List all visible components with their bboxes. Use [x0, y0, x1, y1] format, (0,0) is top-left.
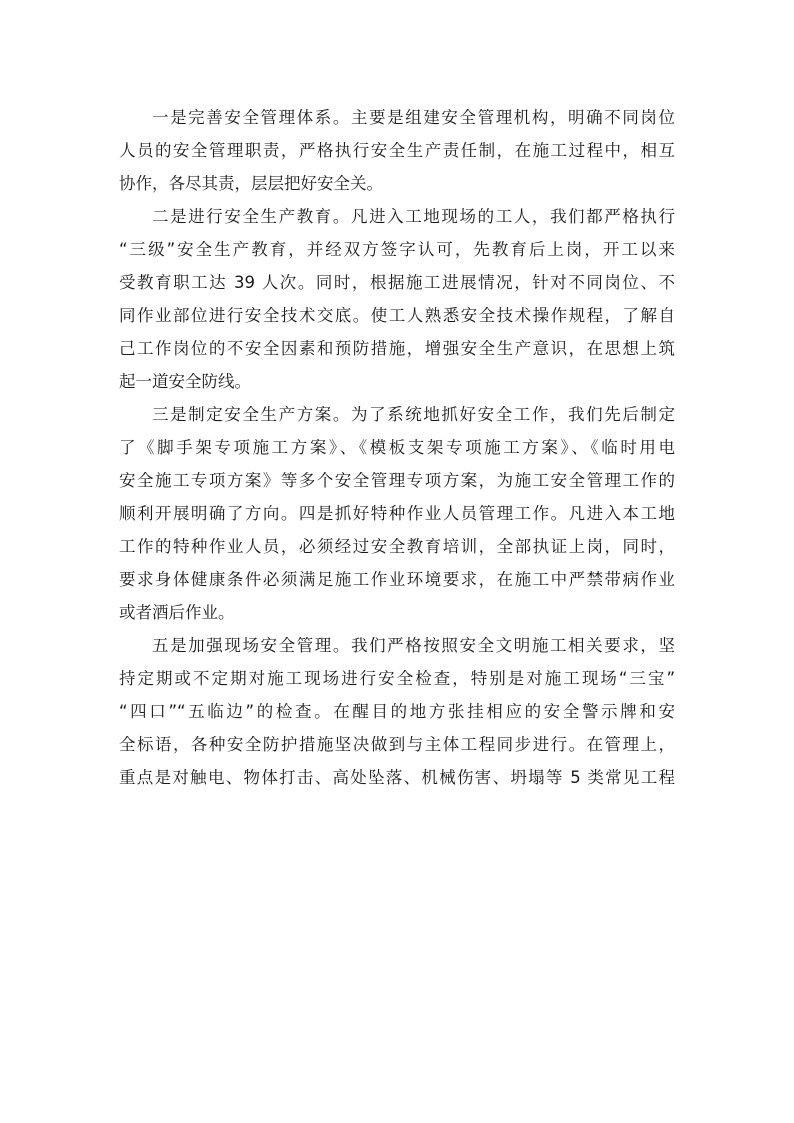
- paragraph-line: 全标语，各种安全防护措施坚决做到与主体工程同步进行。在管理上，: [119, 735, 675, 754]
- paragraph-line: “三级”安全生产教育，并经双方签字认可，先教育后上岗，开工以来: [119, 240, 675, 259]
- paragraph-line: 人员的安全管理职责，严格执行安全生产责任制，在施工过程中，相互: [119, 141, 675, 160]
- paragraph-line: 或者酒后作业。: [119, 603, 235, 622]
- paragraph-line: 重点是对触电、物体打击、高处坠落、机械伤害、坍塌等 5 类常见工程: [119, 768, 675, 787]
- paragraph-line: 五是加强现场安全管理。我们严格按照安全文明施工相关要求，坚: [152, 636, 675, 655]
- document-body: [119, 101, 675, 794]
- paragraph-line: 协作，各尽其责，层层把好安全关。: [119, 174, 383, 193]
- paragraph-line: 同作业部位进行安全技术交底。使工人熟悉安全技术操作规程，了解自: [119, 306, 675, 325]
- paragraph-1: [119, 101, 675, 200]
- paragraph-line: 二是进行安全生产教育。凡进入工地现场的工人，我们都严格执行: [152, 207, 675, 226]
- paragraph-line: 工作的特种作业人员，必须经过安全教育培训，全部执证上岗，同时，: [119, 537, 675, 556]
- paragraph-line: 起一道安全防线。: [119, 372, 251, 391]
- paragraph-line: 己工作岗位的不安全因素和预防措施，增强安全生产意识，在思想上筑: [119, 339, 675, 358]
- paragraph-line: 一是完善安全管理体系。主要是组建安全管理机构，明确不同岗位: [152, 108, 675, 127]
- paragraph-4: [119, 629, 675, 794]
- paragraph-2: [119, 200, 675, 398]
- paragraph-line: 持定期或不定期对施工现场进行安全检查，特别是对施工现场“三宝”: [119, 669, 675, 688]
- paragraph-line: 要求身体健康条件必须满足施工作业环境要求，在施工中严禁带病作业: [119, 570, 675, 589]
- paragraph-line: 三是制定安全生产方案。为了系统地抓好安全工作，我们先后制定: [152, 405, 675, 424]
- paragraph-3: [119, 398, 675, 629]
- paragraph-line: 安全施工专项方案》等多个安全管理专项方案，为施工安全管理工作的: [119, 471, 675, 490]
- paragraph-line: 顺利开展明确了方向。四是抓好特种作业人员管理工作。凡进入本工地: [119, 504, 675, 523]
- paragraph-line: “四口”“五临边”的检查。在醒目的地方张挂相应的安全警示牌和安: [119, 702, 675, 721]
- paragraph-line: 受教育职工达 39 人次。同时，根据施工进展情况，针对不同岗位、不: [119, 273, 675, 292]
- paragraph-line: 了《脚手架专项施工方案》、《模板支架专项施工方案》、《临时用电: [119, 438, 675, 457]
